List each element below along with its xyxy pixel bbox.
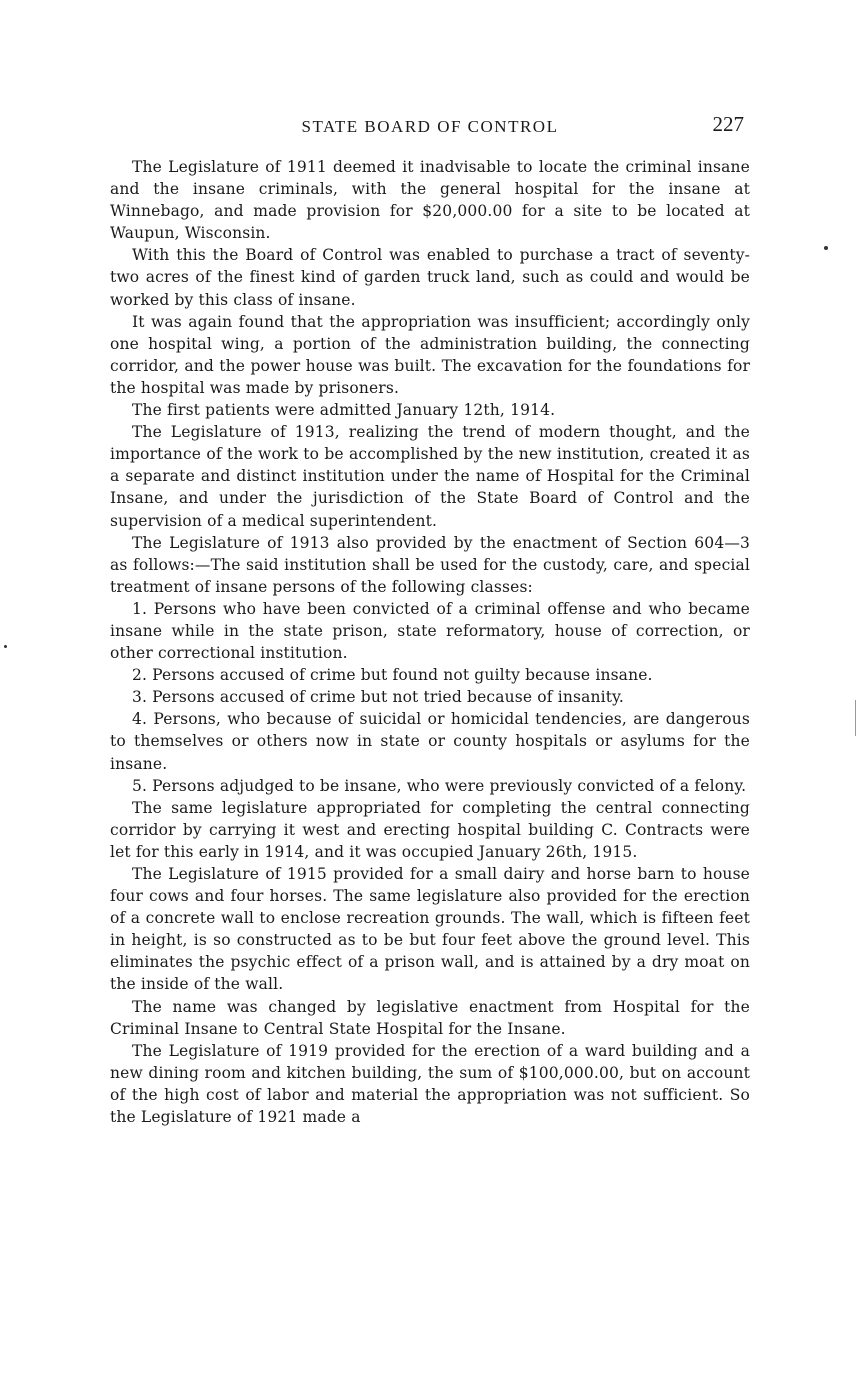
list-item: 2. Persons accused of crime but found not guilty because insane. xyxy=(132,666,653,685)
paragraph: The name was changed by legislative enactment from Hospital for the Criminal Insane to Central State Hospital for the Insane. xyxy=(110,997,750,1038)
running-head xyxy=(110,112,750,142)
paragraph: The Legislature of 1913 also provided by the enactment of Section 604—3 as follows:—The said institution shall be used for the custody, care, and special treatment of insane persons of the following classes: xyxy=(110,533,750,596)
scan-speck xyxy=(824,246,828,250)
list-item: 1. Persons who have been convicted of a criminal offense and who became insane while in the state prison, state reformatory, house of correction, or other correctional institution. xyxy=(110,599,750,663)
list-item: 5. Persons adjudged to be insane, who were previously convicted of a felony. xyxy=(132,776,747,795)
paragraph: It was again found that the appropriation was insufficient; accordingly only one hospital wing, a portion of the administration building, the connecting corridor, and the power house was built. The excavation for the foundations for the hospital was made by prisoners. xyxy=(110,312,750,397)
scan-speck xyxy=(4,645,7,648)
paragraph: The Legislature of 1913, realizing the trend of modern thought, and the importance of the work to be accomplished by the new institution, created it as a separate and distinct institution under the name of Hospital for the Criminal Insane, and under the jurisdiction of the State Board of Control and the supervision of a medical superintendent. xyxy=(110,423,750,530)
list-item: 3. Persons accused of crime but not tried because of insanity. xyxy=(132,688,625,707)
paragraph: The first patients were admitted January 12th, 1914. xyxy=(132,401,556,420)
page-number: 227 xyxy=(712,112,744,136)
paragraph: With this the Board of Control was enabled to purchase a tract of seventy-two acres of the finest kind of garden truck land, such as could and would be worked by this class of insane. xyxy=(110,246,750,309)
scan-mark xyxy=(855,700,856,736)
document-page xyxy=(110,112,750,1128)
body-text xyxy=(110,156,750,1128)
list-item: 4. Persons, who because of suicidal or homicidal tendencies, are dangerous to themselves or others now in state or county hospitals or asylums for the insane. xyxy=(110,710,750,773)
paragraph: The same legislature appropriated for completing the central connecting corridor by carrying it west and erecting hospital building C. Contracts were let for this early in 1914, and it was occupied January 26th, 1915. xyxy=(110,798,750,861)
paragraph: The Legislature of 1911 deemed it inadvisable to locate the criminal insane and the insane criminals, with the general hospital for the insane at Winnebago, and made provision for $20,000.00 for a site to be located at Waupun, Wisconsin. xyxy=(110,158,750,243)
running-title: STATE BOARD OF CONTROL xyxy=(301,117,559,136)
paragraph: The Legislature of 1919 provided for the erection of a ward building and a new dining room and kitchen building, the sum of $100,000.00, but on account of the high cost of labor and material the appropriation was not sufficient. So the Legislature of 1921 made a xyxy=(110,1041,750,1127)
paragraph: The Legislature of 1915 provided for a small dairy and horse barn to house four cows and four horses. The same legislature also provided for the erection of a concrete wall to enclose recreation grounds. The wall, which is fifteen feet in height, is so constructed as to be but four feet above the ground level. This eliminates the psychic effect of a prison wall, and is attained by a dry moat on the inside of the wall. xyxy=(110,865,750,994)
